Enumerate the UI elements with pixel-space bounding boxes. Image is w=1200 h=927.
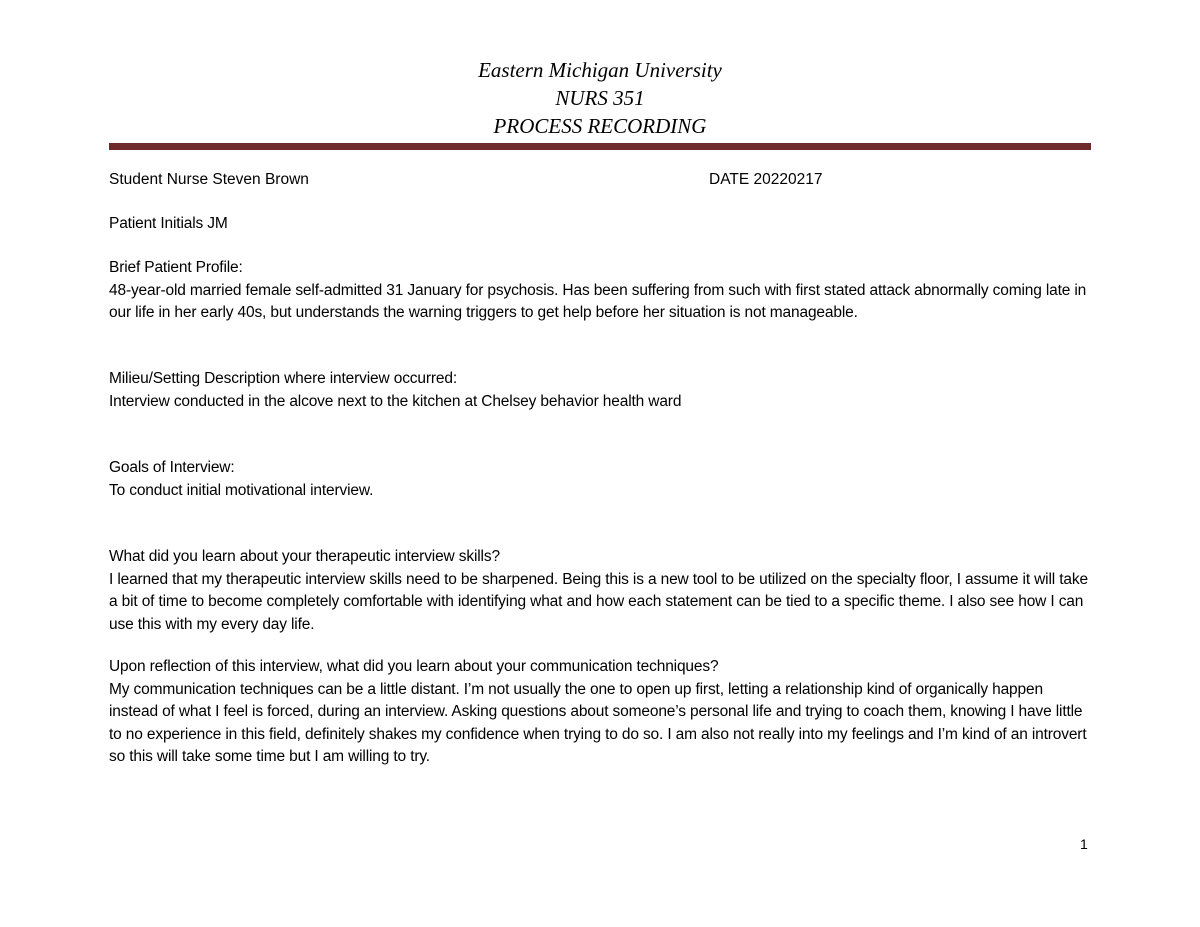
page-number: 1 [1080,836,1088,852]
date-label: DATE 20220217 [709,171,823,188]
profile-heading: Brief Patient Profile: [109,259,243,276]
university-name: Eastern Michigan University [478,58,722,82]
skills-text: I learned that my therapeutic interview skills need to be sharpened. Being this is a new tool to be utilized on the specialty floor, I assume it will take a bit of time to become completely comfortable with identifying what and how each statement can be tied to a specific theme. I also see how I can use this with my every day life. [109,570,1088,633]
header-divider [109,143,1091,150]
course-code: NURS 351 [555,86,645,110]
communication-section [109,656,1094,769]
goals-section [109,457,1094,502]
patient-initials: Patient Initials JM [109,215,228,232]
profile-section [109,257,1094,325]
communication-text: My communication techniques can be a little distant. I’m not usually the one to open up first, letting a relationship kind of organically happen instead of what I feel is forced, during an interview. Asking questions about someone’s personal life and trying to coach them, knowing I have little to no experience in this field, definitely shakes my confidence when trying to do so. I am also not really into my feelings and I’m kind of an introvert so this will take some time but I am willing to try. [109,680,1087,765]
milieu-text: Interview conducted in the alcove next to the kitchen at Chelsey behavior health ward [109,392,682,410]
milieu-section [109,368,1094,413]
skills-section [109,546,1094,636]
communication-heading: Upon reflection of this interview, what did you learn about your communication techniques? [109,658,719,675]
skills-heading: What did you learn about your therapeutic interview skills? [109,548,500,565]
goals-text: To conduct initial motivational interview. [109,481,374,499]
profile-text: 48-year-old married female self-admitted 31 January for psychosis. Has been suffering from such with first stated attack abnormally coming late in our life in her early 40s, but understands the warning triggers to get help before her situation is not manageable. [109,281,1087,321]
document-title: PROCESS RECORDING [493,114,707,138]
document-header [0,56,1200,140]
goals-heading: Goals of Interview: [109,459,235,476]
student-nurse-label: Student Nurse Steven Brown [109,171,309,188]
milieu-heading: Milieu/Setting Description where interview occurred: [109,370,457,387]
